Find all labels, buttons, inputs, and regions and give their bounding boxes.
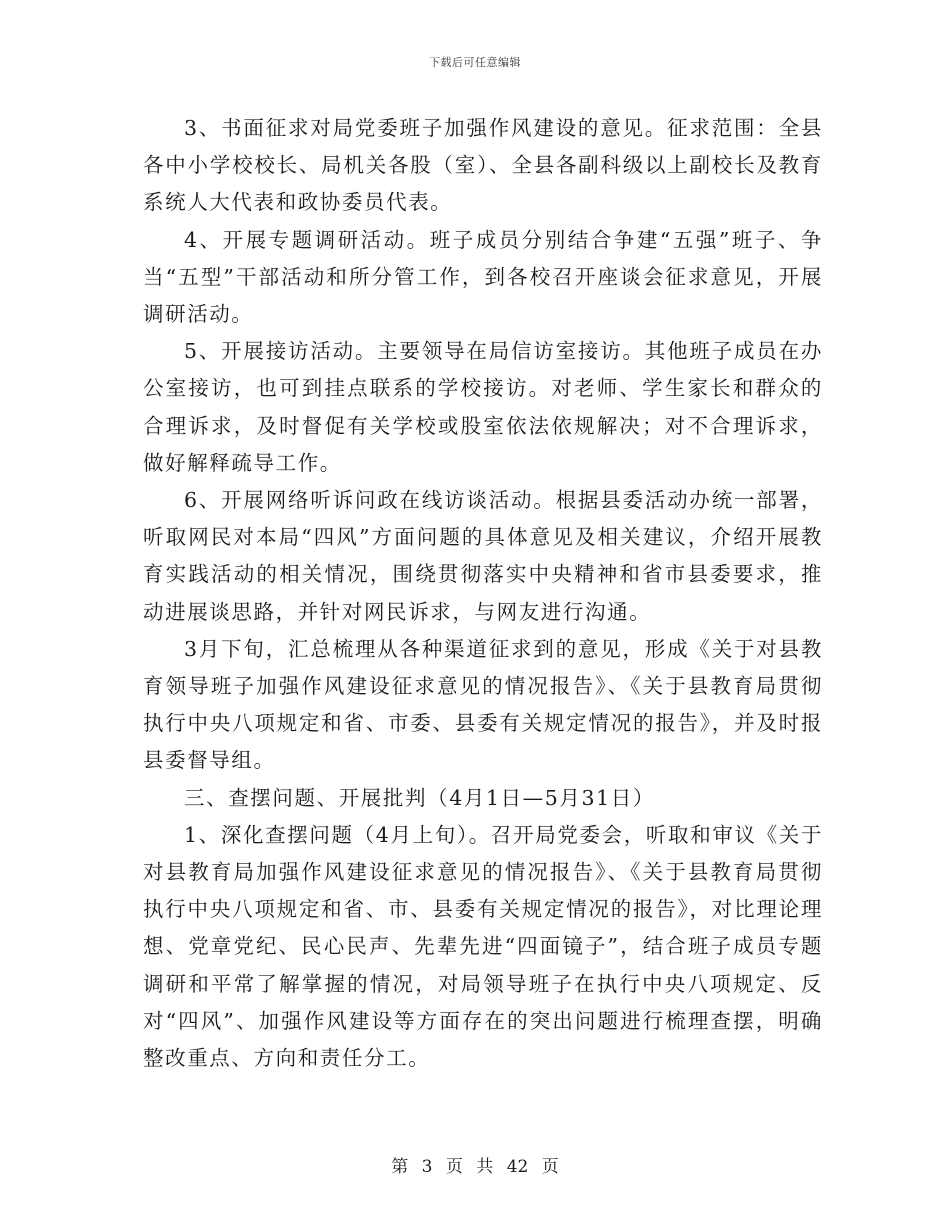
page-number-footer: 第 3 页 共 42 页 (391, 1157, 559, 1177)
paragraph-late-march-summary: 3月下旬，汇总梳理从各种渠道征求到的意见，形成《关于对县教育领导班子加强作风建设征求意见的情况报告》、《关于县教育局贯彻执行中央八项规定和省、市委、县委有关规定情况的报告》，并及时报县委督导组。 (143, 636, 823, 773)
paragraph-research-activity: 4、开展专题调研活动。班子成员分别结合争建“五强”班子、争当“五型”干部活动和所分管工作，到各校召开座谈会征求意见，开展调研活动。 (143, 227, 823, 327)
paragraph-online-interview: 6、开展网络听诉问政在线访谈活动。根据县委活动办统一部署，听取网民对本局“四风”方面问题的具体意见及相关建议，介绍开展教育实践活动的相关情况，围绕贯彻落实中央精神和省市县委要求，推动进展谈思路，并针对网民诉求，与网友进行沟通。 (143, 488, 823, 624)
paragraph-deepen-problem-check: 1、深化查摆问题（4月上旬）。召开局党委会，听取和审议《关于对县教育局加强作风建设征求意见的情况报告》、《关于县教育局贯彻执行中央八项规定和省、市、县委有关规定情况的报告》，对比理论理想、党章党纪、民心民声、先辈先进“四面镜子”，结合班子成员专题调研和平常了解掌握的情况，对局领导班子在执行中央八项规定、反对“四风”、加强作风建设等方面存在的突出问题进行梳理查摆，明确整改重点、方向和责任分工。 (143, 822, 823, 1071)
section-heading-three: 三、查摆问题、开展批判（4月1日—5月31日） (184, 785, 656, 810)
paragraph-written-solicitation: 3、书面征求对局党委班子加强作风建设的意见。征求范围：全县各中小学校校长、局机关各股（室）、全县各副科级以上副校长及教育系统人大代表和政协委员代表。 (143, 116, 823, 215)
page-header: 下载后可任意编辑 (429, 56, 521, 69)
document-body (143, 110, 823, 1077)
paragraph-reception-activity: 5、开展接访活动。主要领导在局信访室接访。其他班子成员在办公室接访，也可到挂点联系的学校接访。对老师、学生家长和群众的合理诉求，及时督促有关学校或股室依法依规解决；对不合理诉求，做好解释疏导工作。 (143, 339, 823, 475)
